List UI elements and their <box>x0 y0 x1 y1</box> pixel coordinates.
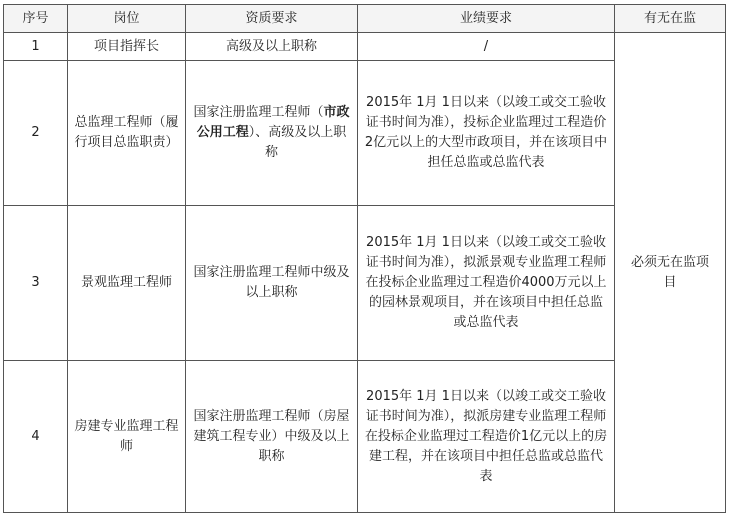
row-qualification: 国家注册监理工程师中级及以上职称 <box>186 206 358 361</box>
header-no: 序号 <box>4 5 68 33</box>
row-no: 3 <box>4 206 68 361</box>
row-position: 房建专业监理工程师 <box>68 361 186 513</box>
row-performance: 2015年 1月 1日以来（以竣工或交工验收证书时间为准），拟派房建专业监理工程师在投标企业监理过工程造价1亿元以上的房建工程，并在该项目中担任总监或总监代表 <box>358 361 615 513</box>
requirements-table <box>3 4 726 513</box>
qualification-prefix: 国家注册监理工程师（ <box>193 105 324 120</box>
header-qualification: 资质要求 <box>186 5 358 33</box>
row-no: 1 <box>4 33 68 61</box>
row-position: 总监理工程师（履行项目总监职责） <box>68 61 186 206</box>
row-qualification: 高级及以上职称 <box>186 33 358 61</box>
row-no: 4 <box>4 361 68 513</box>
row-qualification: 国家注册监理工程师（房屋建筑工程专业）中级及以上职称 <box>186 361 358 513</box>
table-header-row <box>4 5 726 33</box>
header-performance: 业绩要求 <box>358 5 615 33</box>
table-row <box>4 33 726 61</box>
row-position: 景观监理工程师 <box>68 206 186 361</box>
row-qualification <box>186 61 358 206</box>
qualification-suffix: ）、高级及以上职称 <box>248 125 347 160</box>
row-performance: 2015年 1月 1日以来（以竣工或交工验收证书时间为准），投标企业监理过工程造价2亿元以上的大型市政项目，并在该项目中担任总监或总监代表 <box>358 61 615 206</box>
qualification-highlight: 市政公用工程 <box>196 105 350 140</box>
row-position: 项目指挥长 <box>68 33 186 61</box>
row-performance: 2015年 1月 1日以来（以竣工或交工验收证书时间为准），拟派景观专业监理工程师在投标企业监理过工程造价4000万元以上的园林景观项目，并在该项目中担任总监或总监代表 <box>358 206 615 361</box>
header-position: 岗位 <box>68 5 186 33</box>
row-performance: / <box>358 33 615 61</box>
row-no: 2 <box>4 61 68 206</box>
header-status: 有无在监 <box>615 5 726 33</box>
status-cell: 必须无在监项目 <box>615 33 726 513</box>
